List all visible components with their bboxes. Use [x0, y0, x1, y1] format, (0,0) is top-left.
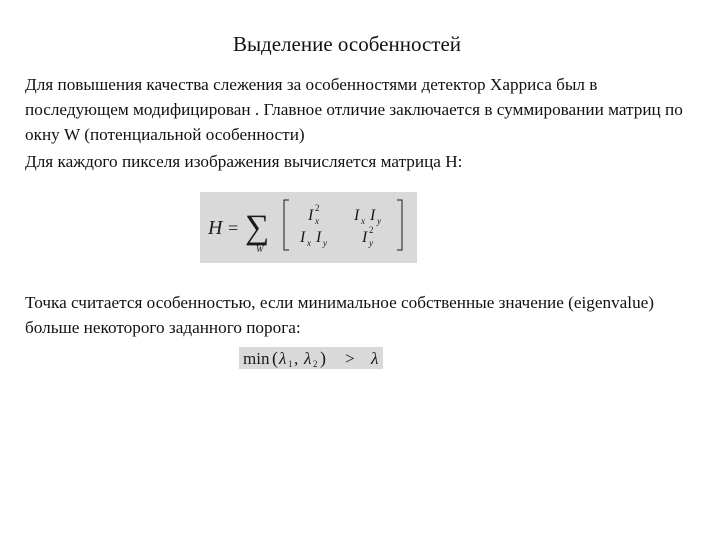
- formula-lambda-1-sub: 1: [288, 359, 293, 369]
- paragraph-matrix-h: Для каждого пикселя изображения вычисляется матрица H:: [25, 152, 463, 171]
- slide-title: Выделение особенностей: [232, 32, 462, 56]
- formula-sum-sign: ∑: [245, 209, 270, 246]
- paragraph-eigenvalue-threshold: Точка считается особенностью, если минимальное собственные значение (eigenvalue) больше некоторого заданного порога:: [25, 293, 655, 337]
- formula-greater-than: >: [345, 349, 355, 368]
- matrix-m22-sub: y: [369, 238, 373, 248]
- matrix-m12-a-sub: x: [361, 216, 365, 226]
- matrix-left-bracket: [284, 200, 289, 250]
- matrix-m12-a: I: [354, 207, 360, 224]
- matrix-m22: I: [362, 229, 368, 246]
- formula-min-open-paren: (: [272, 348, 278, 368]
- formula-lambda-threshold: λ: [371, 349, 379, 368]
- matrix-m11: I: [308, 207, 314, 224]
- formula-comma: ,: [294, 349, 299, 368]
- matrix-m11-sup: 2: [315, 203, 320, 213]
- matrix-m12-b-sub: y: [377, 216, 381, 226]
- matrix-m21-a: I: [300, 229, 306, 246]
- formula-min-func: min: [243, 349, 270, 368]
- formula-lambda-1: λ: [279, 349, 287, 368]
- formula-lambda-2: λ: [304, 349, 312, 368]
- matrix-right-bracket: [397, 200, 402, 250]
- matrix-m21-a-sub: x: [307, 238, 311, 248]
- matrix-m21-b: I: [316, 229, 322, 246]
- formula-sum-subscript: W: [256, 244, 264, 254]
- formula-min-eigenvalue: [239, 347, 383, 369]
- formula-matrix-h: [200, 192, 417, 263]
- paragraph-harris-modification: Для повышения качества слежения за особенностями детектор Харриса был в последующем модифицирован . Главное отличие заключается в суммировании матриц по окну W (потенциальной особенности): [25, 75, 683, 144]
- formula-min-close-paren: ): [320, 348, 326, 368]
- formula-h-lhs: H: [208, 217, 223, 239]
- formula-lambda-2-sub: 2: [313, 359, 318, 369]
- matrix-m12-b: I: [370, 207, 376, 224]
- formula-matrix-h-graphic: [200, 192, 417, 263]
- formula-h-equals: =: [228, 218, 239, 238]
- matrix-m21-b-sub: y: [323, 238, 327, 248]
- formula-min-eigenvalue-graphic: [239, 347, 383, 369]
- matrix-m11-sub: x: [315, 216, 319, 226]
- matrix-m22-sup: 2: [369, 225, 374, 235]
